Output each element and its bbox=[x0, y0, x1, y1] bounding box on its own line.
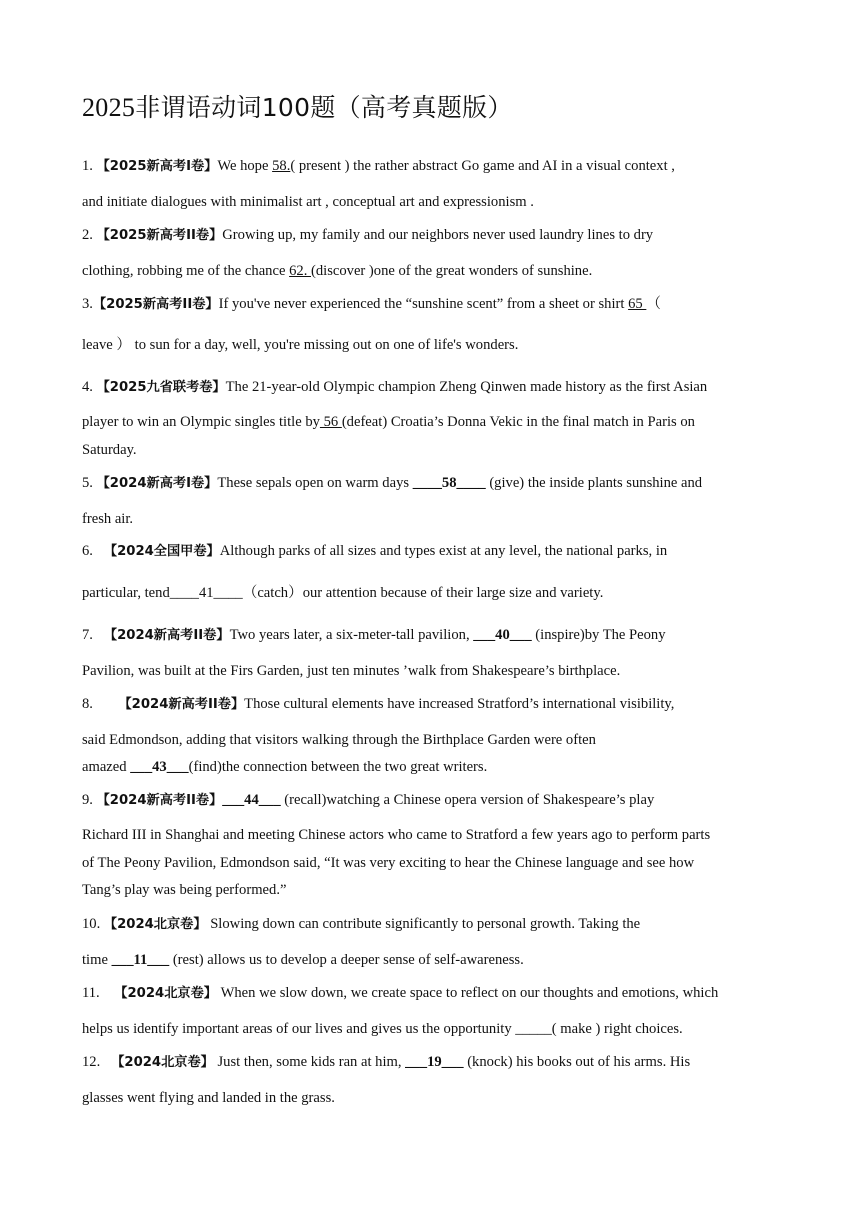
source-tag: 【2025新高考ⅠⅠ卷】 bbox=[92, 297, 219, 312]
question-4-line-1: 4. 【2025九省联考卷】The 21-year-old Olympic champion Zheng Qinwen made history as the first Asian bbox=[82, 379, 708, 395]
question-5-line-2: fresh air. bbox=[82, 511, 134, 527]
question-5-line-1: 5. 【2024新高考Ⅰ卷】These sepals open on warm days ____58____ (give) the inside plants sunshine and bbox=[82, 475, 703, 491]
question-1-line-1: 1. 【2025新高考Ⅰ卷】We hope 58.( present ) the rather abstract Go game and AI in a visual context , bbox=[82, 158, 675, 174]
title-text: 非谓语动词100题（高考真题版） bbox=[135, 93, 513, 122]
answer-blank[interactable]: ____58____ bbox=[412, 475, 486, 491]
source-tag: 【2025九省联考卷】 bbox=[96, 380, 226, 395]
question-4-line-2: player to win an Olympic singles title by 56 (defeat) Croatia’s Donna Vekic in the final match in Paris on bbox=[82, 414, 695, 430]
question-9-line-4: Tang’s play was being performed.” bbox=[82, 882, 287, 898]
question-2-line-2: clothing, robbing me of the chance 62. (discover )one of the great wonders of sunshine. bbox=[82, 263, 593, 279]
source-tag: 【2024新高考ⅠⅠ卷】 bbox=[103, 628, 230, 643]
question-11-line-2: helps us identify important areas of our lives and gives us the opportunity _____( make ) right choices. bbox=[82, 1021, 683, 1037]
question-6-line-1: 6. 【2024全国甲卷】Although parks of all sizes and types exist at any level, the national parks, in bbox=[82, 543, 668, 559]
answer-blank[interactable]: ___40___ bbox=[473, 627, 532, 643]
question-8-line-3: amazed ___43___(find)the connection between the two great writers. bbox=[82, 759, 488, 775]
question-6-line-2: particular, tend____41____（catch）our attention because of their large size and variety. bbox=[82, 585, 604, 601]
title-year: 2025 bbox=[82, 93, 136, 122]
source-tag: 【2024北京卷】 bbox=[111, 1055, 214, 1070]
answer-blank[interactable]: 58. bbox=[272, 158, 291, 174]
source-tag: 【2024北京卷】 bbox=[114, 986, 217, 1001]
source-tag: 【2024新高考ⅠⅠ卷】 bbox=[96, 793, 223, 808]
question-3-line-1: 3.【2025新高考ⅠⅠ卷】If you've never experienced the “sunshine scent” from a sheet or shirt 65 （ bbox=[82, 296, 661, 312]
answer-blank[interactable]: 65 bbox=[628, 296, 647, 312]
source-tag: 【2024新高考ⅠⅠ卷】 bbox=[118, 697, 245, 712]
answer-blank[interactable]: ___43___ bbox=[130, 759, 189, 775]
question-12-line-1: 12. 【2024北京卷】 Just then, some kids ran at him, ___19___ (knock) his books out of his arms. His bbox=[82, 1054, 691, 1070]
question-8-line-1: 8. 【2024新高考ⅠⅠ卷】Those cultural elements have increased Stratford’s international visibility, bbox=[82, 696, 675, 712]
question-12-line-2: glasses went flying and landed in the grass. bbox=[82, 1090, 335, 1106]
source-tag: 【2025新高考ⅠⅠ卷】 bbox=[96, 228, 223, 243]
question-11-line-1: 11. 【2024北京卷】 When we slow down, we create space to reflect on our thoughts and emotions, which bbox=[82, 985, 719, 1001]
question-9-line-1: 9. 【2024新高考ⅠⅠ卷】___44___ (recall)watching a Chinese opera version of Shakespeare’s play bbox=[82, 792, 655, 808]
source-tag: 【2024新高考Ⅰ卷】 bbox=[96, 476, 218, 491]
answer-blank[interactable]: _____ bbox=[515, 1021, 552, 1037]
question-7-line-1: 7. 【2024新高考ⅠⅠ卷】Two years later, a six-meter-tall pavilion, ___40___ (inspire)by The Peony bbox=[82, 627, 666, 643]
question-2-line-1: 2. 【2025新高考ⅠⅠ卷】Growing up, my family and our neighbors never used laundry lines to dry bbox=[82, 227, 654, 243]
question-10-line-2: time ___11___ (rest) allows us to develop a deeper sense of self-awareness. bbox=[82, 952, 524, 968]
question-9-line-2: Richard III in Shanghai and meeting Chinese actors who came to Stratford a few years ago to perform parts bbox=[82, 827, 711, 843]
answer-blank[interactable]: ____41____ bbox=[169, 585, 243, 601]
source-tag: 【2024北京卷】 bbox=[103, 917, 207, 932]
answer-blank[interactable]: 62. bbox=[289, 263, 311, 279]
question-7-line-2: Pavilion, was built at the Firs Garden, just ten minutes ’walk from Shakespeare’s birthplace. bbox=[82, 663, 621, 679]
answer-blank[interactable]: ___19___ bbox=[405, 1054, 464, 1070]
source-tag: 【2024全国甲卷】 bbox=[103, 544, 220, 559]
question-3-line-2: leave ） to sun for a day, well, you're missing out on one of life's wonders. bbox=[82, 337, 519, 353]
question-8-line-2: said Edmondson, adding that visitors walking through the Birthplace Garden were often bbox=[82, 732, 596, 748]
question-1-line-2: and initiate dialogues with minimalist art , conceptual art and expressionism . bbox=[82, 194, 534, 210]
answer-blank[interactable]: ___44___ bbox=[222, 792, 281, 808]
page-title bbox=[82, 88, 513, 124]
answer-blank[interactable]: ___11___ bbox=[111, 952, 170, 968]
question-9-line-3: of The Peony Pavilion, Edmondson said, “It was very exciting to hear the Chinese language and see how bbox=[82, 855, 695, 871]
question-4-line-3: Saturday. bbox=[82, 442, 137, 458]
source-tag: 【2025新高考Ⅰ卷】 bbox=[96, 159, 218, 174]
question-10-line-1: 10. 【2024北京卷】 Slowing down can contribute significantly to personal growth. Taking the bbox=[82, 916, 641, 932]
answer-blank[interactable]: 56 bbox=[319, 414, 342, 430]
